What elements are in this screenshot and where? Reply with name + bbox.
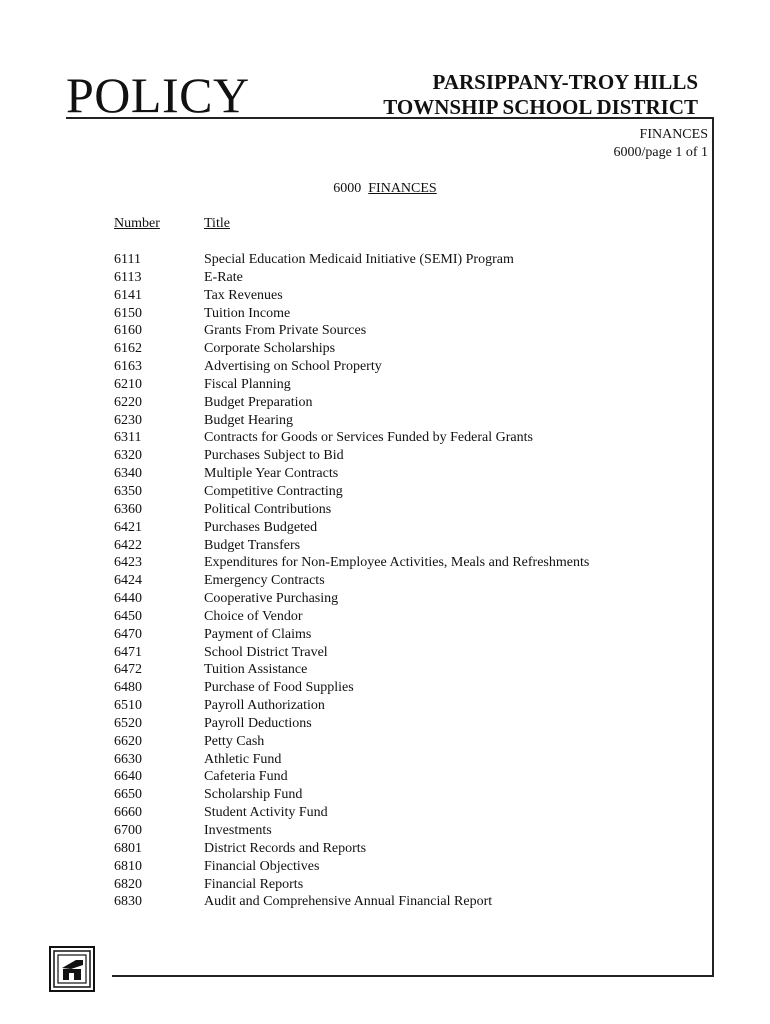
policy-number: 6520 bbox=[114, 715, 142, 731]
policy-row bbox=[114, 751, 589, 769]
policy-row bbox=[114, 626, 589, 644]
policy-number: 6113 bbox=[114, 269, 142, 285]
district-logo-icon bbox=[49, 946, 95, 992]
district-logo-svg bbox=[49, 946, 95, 992]
policy-row bbox=[114, 537, 589, 555]
policy-title: Budget Transfers bbox=[204, 537, 301, 553]
policy-number: 6162 bbox=[114, 341, 142, 357]
policy-title: Financial Objectives bbox=[204, 858, 320, 874]
policy-number: 6150 bbox=[114, 305, 142, 321]
policy-row bbox=[114, 340, 589, 358]
policy-title: Payroll Deductions bbox=[204, 715, 312, 731]
policy-row bbox=[114, 661, 589, 679]
policy-title: Advertising on School Property bbox=[204, 359, 382, 375]
policy-number: 6311 bbox=[114, 430, 142, 446]
policy-title: Tuition Income bbox=[204, 305, 291, 321]
policy-title: Corporate Scholarships bbox=[204, 341, 336, 357]
document-title-name: FINANCES bbox=[368, 181, 437, 196]
policy-row bbox=[114, 608, 589, 626]
policy-number: 6650 bbox=[114, 787, 142, 803]
policy-number: 6160 bbox=[114, 323, 142, 339]
policy-row bbox=[114, 786, 589, 804]
policy-number: 6210 bbox=[114, 376, 142, 392]
policy-row bbox=[114, 429, 589, 447]
document-title-number: 6000 bbox=[333, 181, 362, 196]
policy-row bbox=[114, 876, 589, 894]
policy-row bbox=[114, 394, 589, 412]
policy-number: 6111 bbox=[114, 252, 141, 267]
column-header-title: Title bbox=[204, 216, 230, 231]
policy-title: E-Rate bbox=[204, 269, 243, 285]
policy-title: District Records and Reports bbox=[204, 840, 367, 856]
policy-number: 6220 bbox=[114, 394, 142, 410]
policy-title: Contracts for Goods or Services Funded by Federal Grants bbox=[204, 430, 533, 446]
policy-title: Grants From Private Sources bbox=[204, 323, 367, 339]
policy-number: 6830 bbox=[114, 894, 142, 910]
policy-row bbox=[114, 501, 589, 519]
policy-row bbox=[114, 305, 589, 323]
section-name: FINANCES bbox=[639, 127, 708, 142]
policy-number: 6471 bbox=[114, 644, 142, 660]
policy-title: Cafeteria Fund bbox=[204, 769, 288, 785]
policy-row bbox=[114, 269, 589, 287]
policy-title: Special Education Medicaid Initiative (SEMI) Program bbox=[204, 252, 514, 267]
document-title bbox=[0, 180, 770, 198]
policy-row bbox=[114, 822, 589, 840]
policy-number: 6810 bbox=[114, 858, 142, 874]
policy-title: Political Contributions bbox=[204, 501, 332, 517]
policy-number: 6801 bbox=[114, 840, 142, 856]
policy-number: 6320 bbox=[114, 448, 142, 464]
policy-title: Choice of Vendor bbox=[204, 608, 303, 624]
policy-number: 6141 bbox=[114, 287, 142, 303]
policy-number: 6470 bbox=[114, 626, 142, 642]
policy-title: Purchases Subject to Bid bbox=[204, 448, 344, 464]
header-rule bbox=[66, 117, 714, 119]
policy-title: Cooperative Purchasing bbox=[204, 591, 339, 607]
policy-title: Expenditures for Non-Employee Activities, Meals and Refreshments bbox=[204, 555, 590, 571]
policy-row bbox=[114, 483, 589, 501]
policy-number: 6423 bbox=[114, 555, 142, 571]
policy-title: Fiscal Planning bbox=[204, 376, 291, 392]
policy-title: Athletic Fund bbox=[204, 751, 282, 767]
policy-title: Budget Preparation bbox=[204, 394, 313, 410]
policy-title: Student Activity Fund bbox=[204, 805, 328, 821]
policy-list bbox=[114, 251, 589, 911]
policy-title: Payroll Authorization bbox=[204, 698, 325, 714]
policy-title: Emergency Contracts bbox=[204, 573, 325, 589]
policy-number: 6620 bbox=[114, 733, 142, 749]
policy-row bbox=[114, 644, 589, 662]
policy-row bbox=[114, 322, 589, 340]
policy-number: 6424 bbox=[114, 573, 142, 589]
district-name-line-1: PARSIPPANY-TROY HILLS bbox=[432, 70, 698, 94]
policy-row bbox=[114, 733, 589, 751]
policy-row bbox=[114, 554, 589, 572]
policy-title: Payment of Claims bbox=[204, 626, 312, 642]
policy-heading: POLICY bbox=[66, 67, 250, 123]
policy-row bbox=[114, 412, 589, 430]
policy-title: Tax Revenues bbox=[204, 287, 283, 303]
policy-number: 6630 bbox=[114, 751, 142, 767]
policy-title: Financial Reports bbox=[204, 876, 304, 892]
policy-number: 6163 bbox=[114, 359, 142, 375]
footer-rule bbox=[112, 975, 714, 977]
policy-title: Purchases Budgeted bbox=[204, 519, 318, 535]
policy-row bbox=[114, 358, 589, 376]
policy-title: Tuition Assistance bbox=[204, 662, 308, 678]
policy-row bbox=[114, 376, 589, 394]
policy-number: 6230 bbox=[114, 412, 142, 428]
policy-number: 6640 bbox=[114, 769, 142, 785]
page-indicator: 6000/page 1 of 1 bbox=[613, 145, 708, 160]
policy-number: 6480 bbox=[114, 680, 142, 696]
policy-row bbox=[114, 447, 589, 465]
district-name-line-2: TOWNSHIP SCHOOL DISTRICT bbox=[383, 95, 698, 119]
policy-title: Petty Cash bbox=[204, 733, 265, 749]
policy-row bbox=[114, 287, 589, 305]
policy-number: 6700 bbox=[114, 823, 142, 838]
policy-row bbox=[114, 465, 589, 483]
policy-row bbox=[114, 572, 589, 590]
policy-row bbox=[114, 679, 589, 697]
policy-row bbox=[114, 840, 589, 858]
policy-title: Audit and Comprehensive Annual Financial Report bbox=[204, 894, 493, 910]
policy-title: Purchase of Food Supplies bbox=[204, 680, 354, 696]
policy-title: Budget Hearing bbox=[204, 412, 294, 428]
policy-row bbox=[114, 715, 589, 733]
policy-number: 6472 bbox=[114, 662, 142, 678]
policy-row bbox=[114, 858, 589, 876]
district-name bbox=[383, 70, 698, 120]
policy-row bbox=[114, 893, 589, 911]
column-header-number: Number bbox=[114, 216, 160, 231]
policy-number: 6660 bbox=[114, 805, 142, 821]
policy-title: Investments bbox=[204, 823, 272, 838]
policy-number: 6450 bbox=[114, 608, 142, 624]
policy-number: 6820 bbox=[114, 876, 142, 892]
policy-row bbox=[114, 590, 589, 608]
policy-number: 6350 bbox=[114, 483, 142, 499]
right-margin-rule bbox=[712, 117, 714, 977]
policy-title: Competitive Contracting bbox=[204, 483, 343, 499]
policy-number: 6340 bbox=[114, 466, 142, 482]
policy-row bbox=[114, 768, 589, 786]
policy-number: 6422 bbox=[114, 537, 142, 553]
policy-number: 6440 bbox=[114, 591, 142, 607]
policy-number: 6421 bbox=[114, 519, 142, 535]
policy-row bbox=[114, 804, 589, 822]
policy-row bbox=[114, 519, 589, 537]
section-label bbox=[614, 126, 708, 162]
policy-title: School District Travel bbox=[204, 644, 328, 660]
policy-title: Scholarship Fund bbox=[204, 787, 303, 803]
policy-number: 6360 bbox=[114, 501, 142, 517]
policy-number: 6510 bbox=[114, 698, 142, 714]
policy-row bbox=[114, 697, 589, 715]
policy-title: Multiple Year Contracts bbox=[204, 466, 339, 482]
policy-row bbox=[114, 251, 589, 269]
